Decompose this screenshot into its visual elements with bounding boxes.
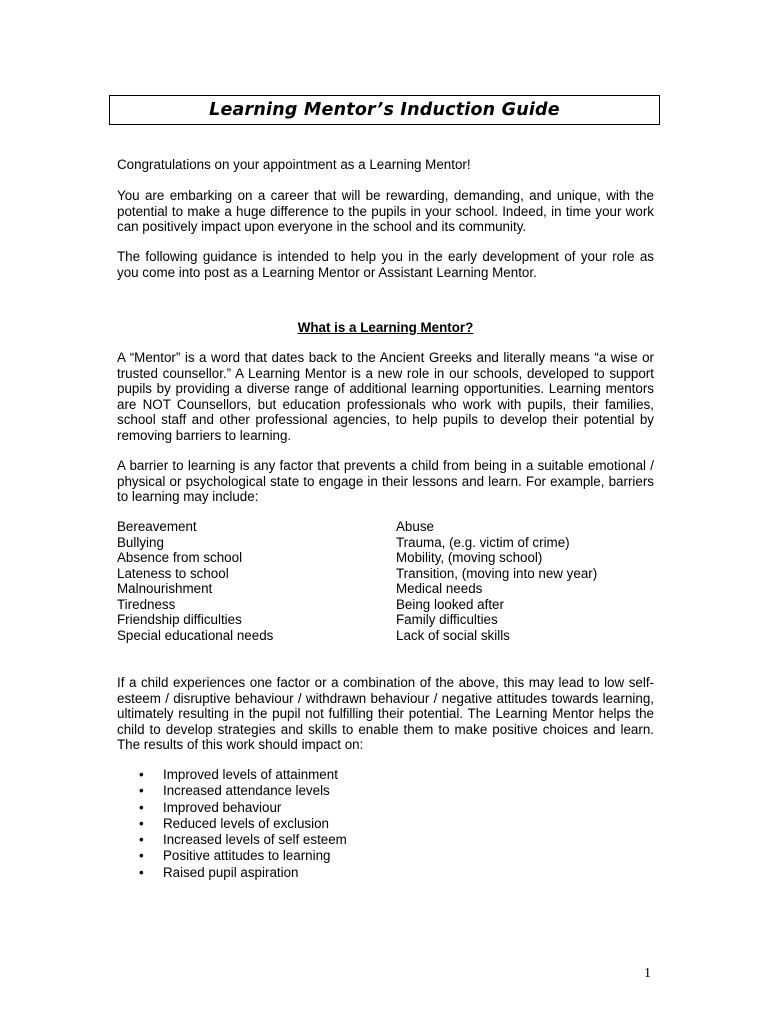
bullet-icon: • — [139, 783, 144, 799]
barrier-item: Abuse — [396, 519, 434, 534]
barrier-item: Friendship difficulties — [117, 612, 242, 627]
barriers-right-column — [396, 519, 597, 643]
outcome-item — [117, 816, 347, 832]
barrier-item: Trauma, (e.g. victim of crime) — [396, 534, 570, 550]
barrier-item: Special educational needs — [117, 627, 274, 643]
barrier-item: Being looked after — [396, 596, 504, 612]
consequence-paragraph: If a child experiences one factor or a combination of the above, this may lead to low self-esteem / disruptive behaviour / withdrawn behaviour / negative attitudes towards learning, ultimately resulting in the pupil not fulfilling their potential. The Learning Mentor helps the child to develop strategies and skills to enable them to make positive choices and learn. The results of this work should impact on: — [117, 675, 654, 752]
outcome-text: Reduced levels of exclusion — [163, 815, 329, 831]
barrier-item: Bullying — [117, 534, 164, 550]
outcome-item — [117, 800, 347, 816]
page-title: Learning Mentor’s Induction Guide — [209, 100, 560, 120]
outcome-text: Increased levels of self esteem — [163, 832, 347, 848]
bullet-icon: • — [139, 848, 144, 864]
outcome-item — [117, 848, 347, 864]
bullet-icon: • — [139, 815, 144, 831]
outcome-text: Improved levels of attainment — [163, 767, 338, 782]
bullet-icon: • — [139, 864, 144, 880]
outcome-text: Positive attitudes to learning — [163, 848, 331, 864]
bullet-icon: • — [139, 832, 144, 848]
barriers-left-column — [117, 519, 273, 643]
barrier-item: Medical needs — [396, 581, 483, 596]
bullet-icon: • — [139, 767, 144, 782]
barrier-item: Transition, (moving into new year) — [396, 565, 598, 581]
outcomes-list — [117, 767, 347, 881]
outcome-item — [117, 783, 347, 799]
career-paragraph: You are embarking on a career that will be rewarding, demanding, and unique, with the potential to make a huge difference to the pupils in your school. Indeed, in time your work can positively impact upon everyone in the school and its community. — [117, 188, 654, 234]
barrier-item: Lack of social skills — [396, 627, 510, 643]
outcome-text: Raised pupil aspiration — [163, 864, 299, 880]
section-heading — [117, 320, 654, 336]
outcome-item — [117, 865, 347, 881]
barrier-item: Mobility, (moving school) — [396, 550, 543, 565]
outcome-item — [117, 767, 347, 783]
title-box — [109, 95, 660, 125]
barrier-item: Absence from school — [117, 550, 243, 565]
outcome-item — [117, 832, 347, 848]
barrier-definition-paragraph: A barrier to learning is any factor that prevents a child from being in a suitable emotional / physical or psychological state to engage in their lessons and learn. For example, barriers to learning may include: — [117, 458, 654, 504]
bullet-icon: • — [139, 799, 144, 815]
page-number: 1 — [644, 966, 651, 981]
guidance-paragraph: The following guidance is intended to help you in the early development of your role as you come into post as a Learning Mentor or Assistant Learning Mentor. — [117, 249, 654, 280]
barrier-item: Malnourishment — [117, 581, 213, 596]
barrier-item: Bereavement — [117, 519, 197, 534]
section-heading-text: What is a Learning Mentor? — [297, 320, 474, 335]
outcome-text: Improved behaviour — [163, 799, 282, 815]
barrier-item: Family difficulties — [396, 612, 498, 627]
congratulations-paragraph: Congratulations on your appointment as a Learning Mentor! — [117, 157, 471, 172]
mentor-definition-paragraph: A “Mentor” is a word that dates back to the Ancient Greeks and literally means “a wise or trusted counsellor.” A Learning Mentor is a new role in our schools, developed to support pupils by providing a diverse range of additional learning opportunities. Learning mentors are NOT Counsellors, but education professionals who work with pupils, their families, school staff and other professional agencies, to help pupils to develop their potential by removing barriers to learning. — [117, 350, 654, 443]
barrier-item: Lateness to school — [117, 565, 229, 581]
outcome-text: Increased attendance levels — [163, 783, 330, 799]
barrier-item: Tiredness — [117, 596, 176, 612]
